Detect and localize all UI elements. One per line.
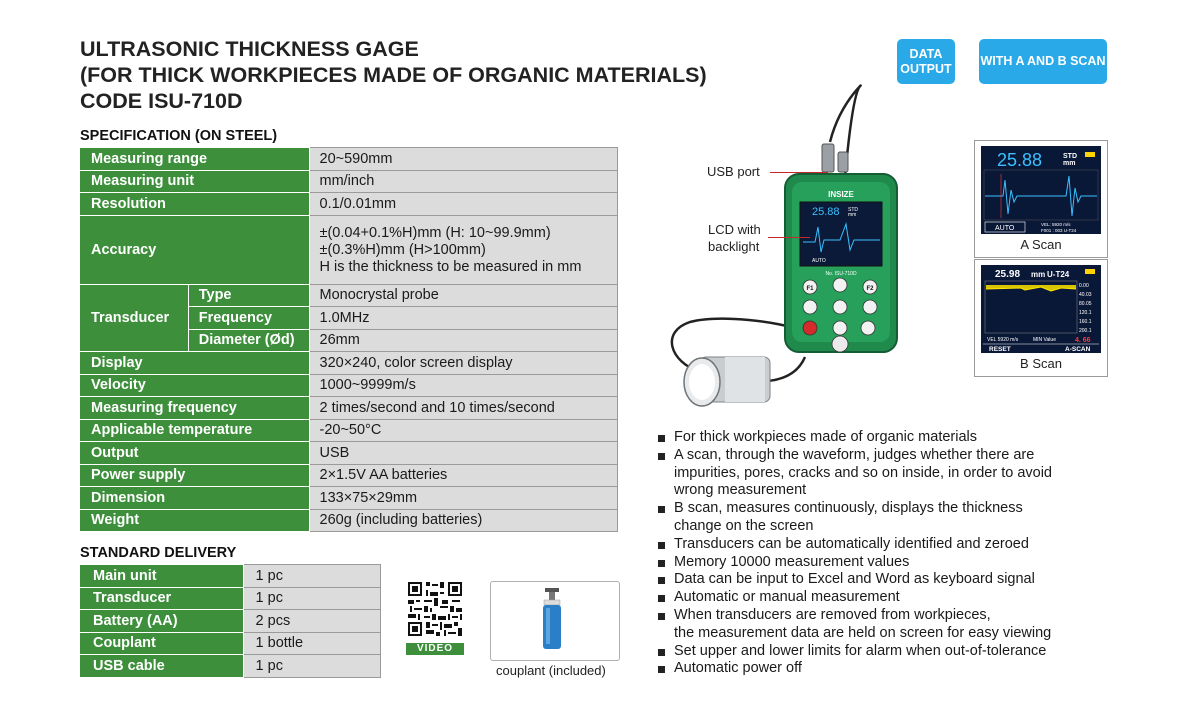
delivery-label: USB cable <box>81 655 244 678</box>
spec-label: Transducer <box>81 285 189 352</box>
a-scan-screen <box>981 146 1101 234</box>
b-scan-min-value: 4. 66 <box>1075 337 1091 344</box>
spec-label: Display <box>81 352 310 375</box>
title-line-1: ULTRASONIC THICKNESS GAGE <box>80 37 419 61</box>
b-scan-probe: U-T24 <box>1047 270 1070 279</box>
table-row <box>81 655 381 678</box>
list-item: Transducers can be automatically identified and zeroed <box>656 536 1052 554</box>
spec-value: 0.1/0.01mm <box>309 193 618 216</box>
spec-label: Measuring frequency <box>81 397 310 420</box>
spec-value: 260g (including batteries) <box>309 510 618 532</box>
delivery-value: 1 pc <box>243 588 380 610</box>
spec-label: Resolution <box>81 193 310 216</box>
device-model: No. ISU-710D <box>825 271 857 277</box>
spec-label: Measuring unit <box>81 171 310 193</box>
list-item: Data can be input to Excel and Word as keyboard signal <box>656 571 1052 589</box>
table-row <box>81 510 618 532</box>
spec-sublabel: Type <box>188 285 309 307</box>
delivery-label: Main unit <box>81 565 244 588</box>
device-std: STD <box>848 207 858 213</box>
a-scan-label: A Scan <box>1020 237 1062 252</box>
spec-value: -20~50°C <box>309 420 618 442</box>
device-f2-key: F2 <box>866 286 874 292</box>
feature-list <box>656 429 1052 678</box>
b-scan-scale-4: 160.1 <box>1079 319 1092 325</box>
b-scan-min: MIN Value <box>1033 337 1056 343</box>
list-item: B scan, measures continuously, displays the thickness <box>656 500 1052 518</box>
b-scan-reading: 25.98 <box>995 269 1021 280</box>
table-row <box>81 565 381 588</box>
spec-label: Power supply <box>81 465 310 487</box>
table-row <box>81 610 381 633</box>
device-mode: AUTO <box>812 258 826 264</box>
b-scan-scale-5: 200.1 <box>1079 328 1092 334</box>
scan-badge: WITH A AND B SCAN <box>979 39 1107 84</box>
list-item: A scan, through the waveform, judges whether there are <box>656 447 1052 465</box>
title-line-2: (FOR THICK WORKPIECES MADE OF ORGANIC MATERIALS) <box>80 63 707 87</box>
b-scan-vel: VEL 5920 m/s <box>987 337 1019 343</box>
title-line-3: CODE ISU-710D <box>80 89 243 113</box>
data-output-badge-line1: DATA <box>909 46 943 61</box>
list-item: change on the screen <box>674 517 814 534</box>
spec-label: Output <box>81 442 310 465</box>
page-title <box>80 36 707 114</box>
b-scan-scale-3: 120.1 <box>1079 310 1092 316</box>
device-illustration <box>660 82 900 417</box>
couplant-bottle-icon <box>491 582 619 660</box>
spec-value: 2 times/second and 10 times/second <box>309 397 618 420</box>
table-row <box>81 375 618 397</box>
b-scan-label: B Scan <box>1020 356 1062 371</box>
table-row <box>81 588 381 610</box>
delivery-value: 1 pc <box>243 655 380 678</box>
b-scan-ascan-button: A-SCAN <box>1065 346 1091 353</box>
delivery-label: Battery (AA) <box>81 610 244 633</box>
spec-label: Dimension <box>81 487 310 510</box>
delivery-value: 2 pcs <box>243 610 380 633</box>
spec-value: 26mm <box>309 330 618 352</box>
table-row <box>81 397 618 420</box>
b-scan-scale-2: 80.05 <box>1079 301 1092 307</box>
list-item: impurities, pores, cracks and so on inside, in order to avoid <box>674 464 1052 481</box>
callout-usb-line <box>770 172 828 173</box>
callout-usb-port: USB port <box>707 164 760 179</box>
spec-value: 320×240, color screen display <box>309 352 618 375</box>
spec-value: 1000~9999m/s <box>309 375 618 397</box>
a-scan-reading: 25.88 <box>997 150 1043 170</box>
a-scan-panel <box>974 140 1108 258</box>
a-scan-unit: mm <box>1063 160 1076 167</box>
couplant-caption: couplant (included) <box>496 663 606 678</box>
table-row <box>81 487 618 510</box>
delivery-label: Couplant <box>81 633 244 655</box>
a-scan-std: STD <box>1063 153 1077 160</box>
device-reading: 25.88 <box>812 206 840 218</box>
device-unit: mm <box>848 212 857 218</box>
spec-heading: SPECIFICATION (ON STEEL) <box>80 128 278 144</box>
table-row <box>81 148 618 171</box>
spec-label: Accuracy <box>81 216 310 285</box>
list-item: Automatic or manual measurement <box>656 589 1052 607</box>
list-item: Set upper and lower limits for alarm when out-of-tolerance <box>656 643 1052 661</box>
list-item: When transducers are removed from workpieces, <box>656 607 1052 625</box>
list-item: the measurement data are held on screen for easy viewing <box>674 624 1052 641</box>
table-row <box>81 193 618 216</box>
spec-label: Measuring range <box>81 148 310 171</box>
a-scan-mode: AUTO <box>995 225 1015 232</box>
accuracy-line-1: ±(0.04+0.1%H)mm (H: 10~99.9mm) <box>319 224 551 241</box>
spec-value: 133×75×29mm <box>309 487 618 510</box>
qr-code-icon <box>406 580 464 638</box>
spec-sublabel: Frequency <box>188 307 309 330</box>
list-item: wrong measurement <box>674 482 807 499</box>
b-scan-screen <box>981 265 1101 353</box>
data-output-badge <box>897 39 955 84</box>
a-scan-file: F001 : 003 U-T24 <box>1041 228 1077 233</box>
table-row <box>81 442 618 465</box>
table-row <box>81 420 618 442</box>
b-scan-unit: mm <box>1031 270 1046 279</box>
spec-sublabel: Diameter (Ød) <box>188 330 309 352</box>
spec-value-accuracy <box>309 216 618 285</box>
delivery-label: Transducer <box>81 588 244 610</box>
spec-value: 20~590mm <box>309 148 618 171</box>
qr-code[interactable] <box>406 580 464 654</box>
delivery-table <box>80 564 381 678</box>
device-f1-key: F1 <box>806 286 814 292</box>
b-scan-panel <box>974 259 1108 377</box>
table-row <box>81 171 618 193</box>
spec-value: 2×1.5V AA batteries <box>309 465 618 487</box>
table-row <box>81 633 381 655</box>
spec-label: Applicable temperature <box>81 420 310 442</box>
list-item: Automatic power off <box>656 660 1052 678</box>
table-row <box>81 465 618 487</box>
callout-lcd-line <box>768 237 810 238</box>
table-row <box>81 216 618 285</box>
spec-value: 1.0MHz <box>309 307 618 330</box>
device-brand: INSIZE <box>828 190 854 199</box>
table-row <box>81 285 618 307</box>
b-scan-reset: RESET <box>989 346 1011 353</box>
spec-label: Weight <box>81 510 310 532</box>
list-item: Memory 10000 measurement values <box>656 554 1052 572</box>
b-scan-scale-1: 40.03 <box>1079 292 1092 298</box>
callout-lcd-line1: LCD with <box>708 222 761 237</box>
qr-video-label: VIDEO <box>406 643 464 655</box>
accuracy-line-3: H is the thickness to be measured in mm <box>319 258 582 275</box>
spec-value: Monocrystal probe <box>309 285 618 307</box>
a-scan-vel: VEL: 5920 m/s <box>1041 222 1071 227</box>
spec-label: Velocity <box>81 375 310 397</box>
data-output-badge-line2: OUTPUT <box>900 61 952 76</box>
couplant-image-frame <box>490 581 620 661</box>
spec-value: mm/inch <box>309 171 618 193</box>
delivery-value: 1 bottle <box>243 633 380 655</box>
accuracy-line-2: ±(0.3%H)mm (H>100mm) <box>319 241 486 258</box>
callout-lcd-line2: backlight <box>708 239 760 254</box>
b-scan-scale-0: 0.00 <box>1079 283 1089 289</box>
list-item: For thick workpieces made of organic materials <box>656 429 1052 447</box>
table-row <box>81 352 618 375</box>
delivery-heading: STANDARD DELIVERY <box>80 545 237 561</box>
delivery-value: 1 pc <box>243 565 380 588</box>
spec-table <box>80 147 618 532</box>
spec-value: USB <box>309 442 618 465</box>
callout-lcd <box>708 221 761 255</box>
